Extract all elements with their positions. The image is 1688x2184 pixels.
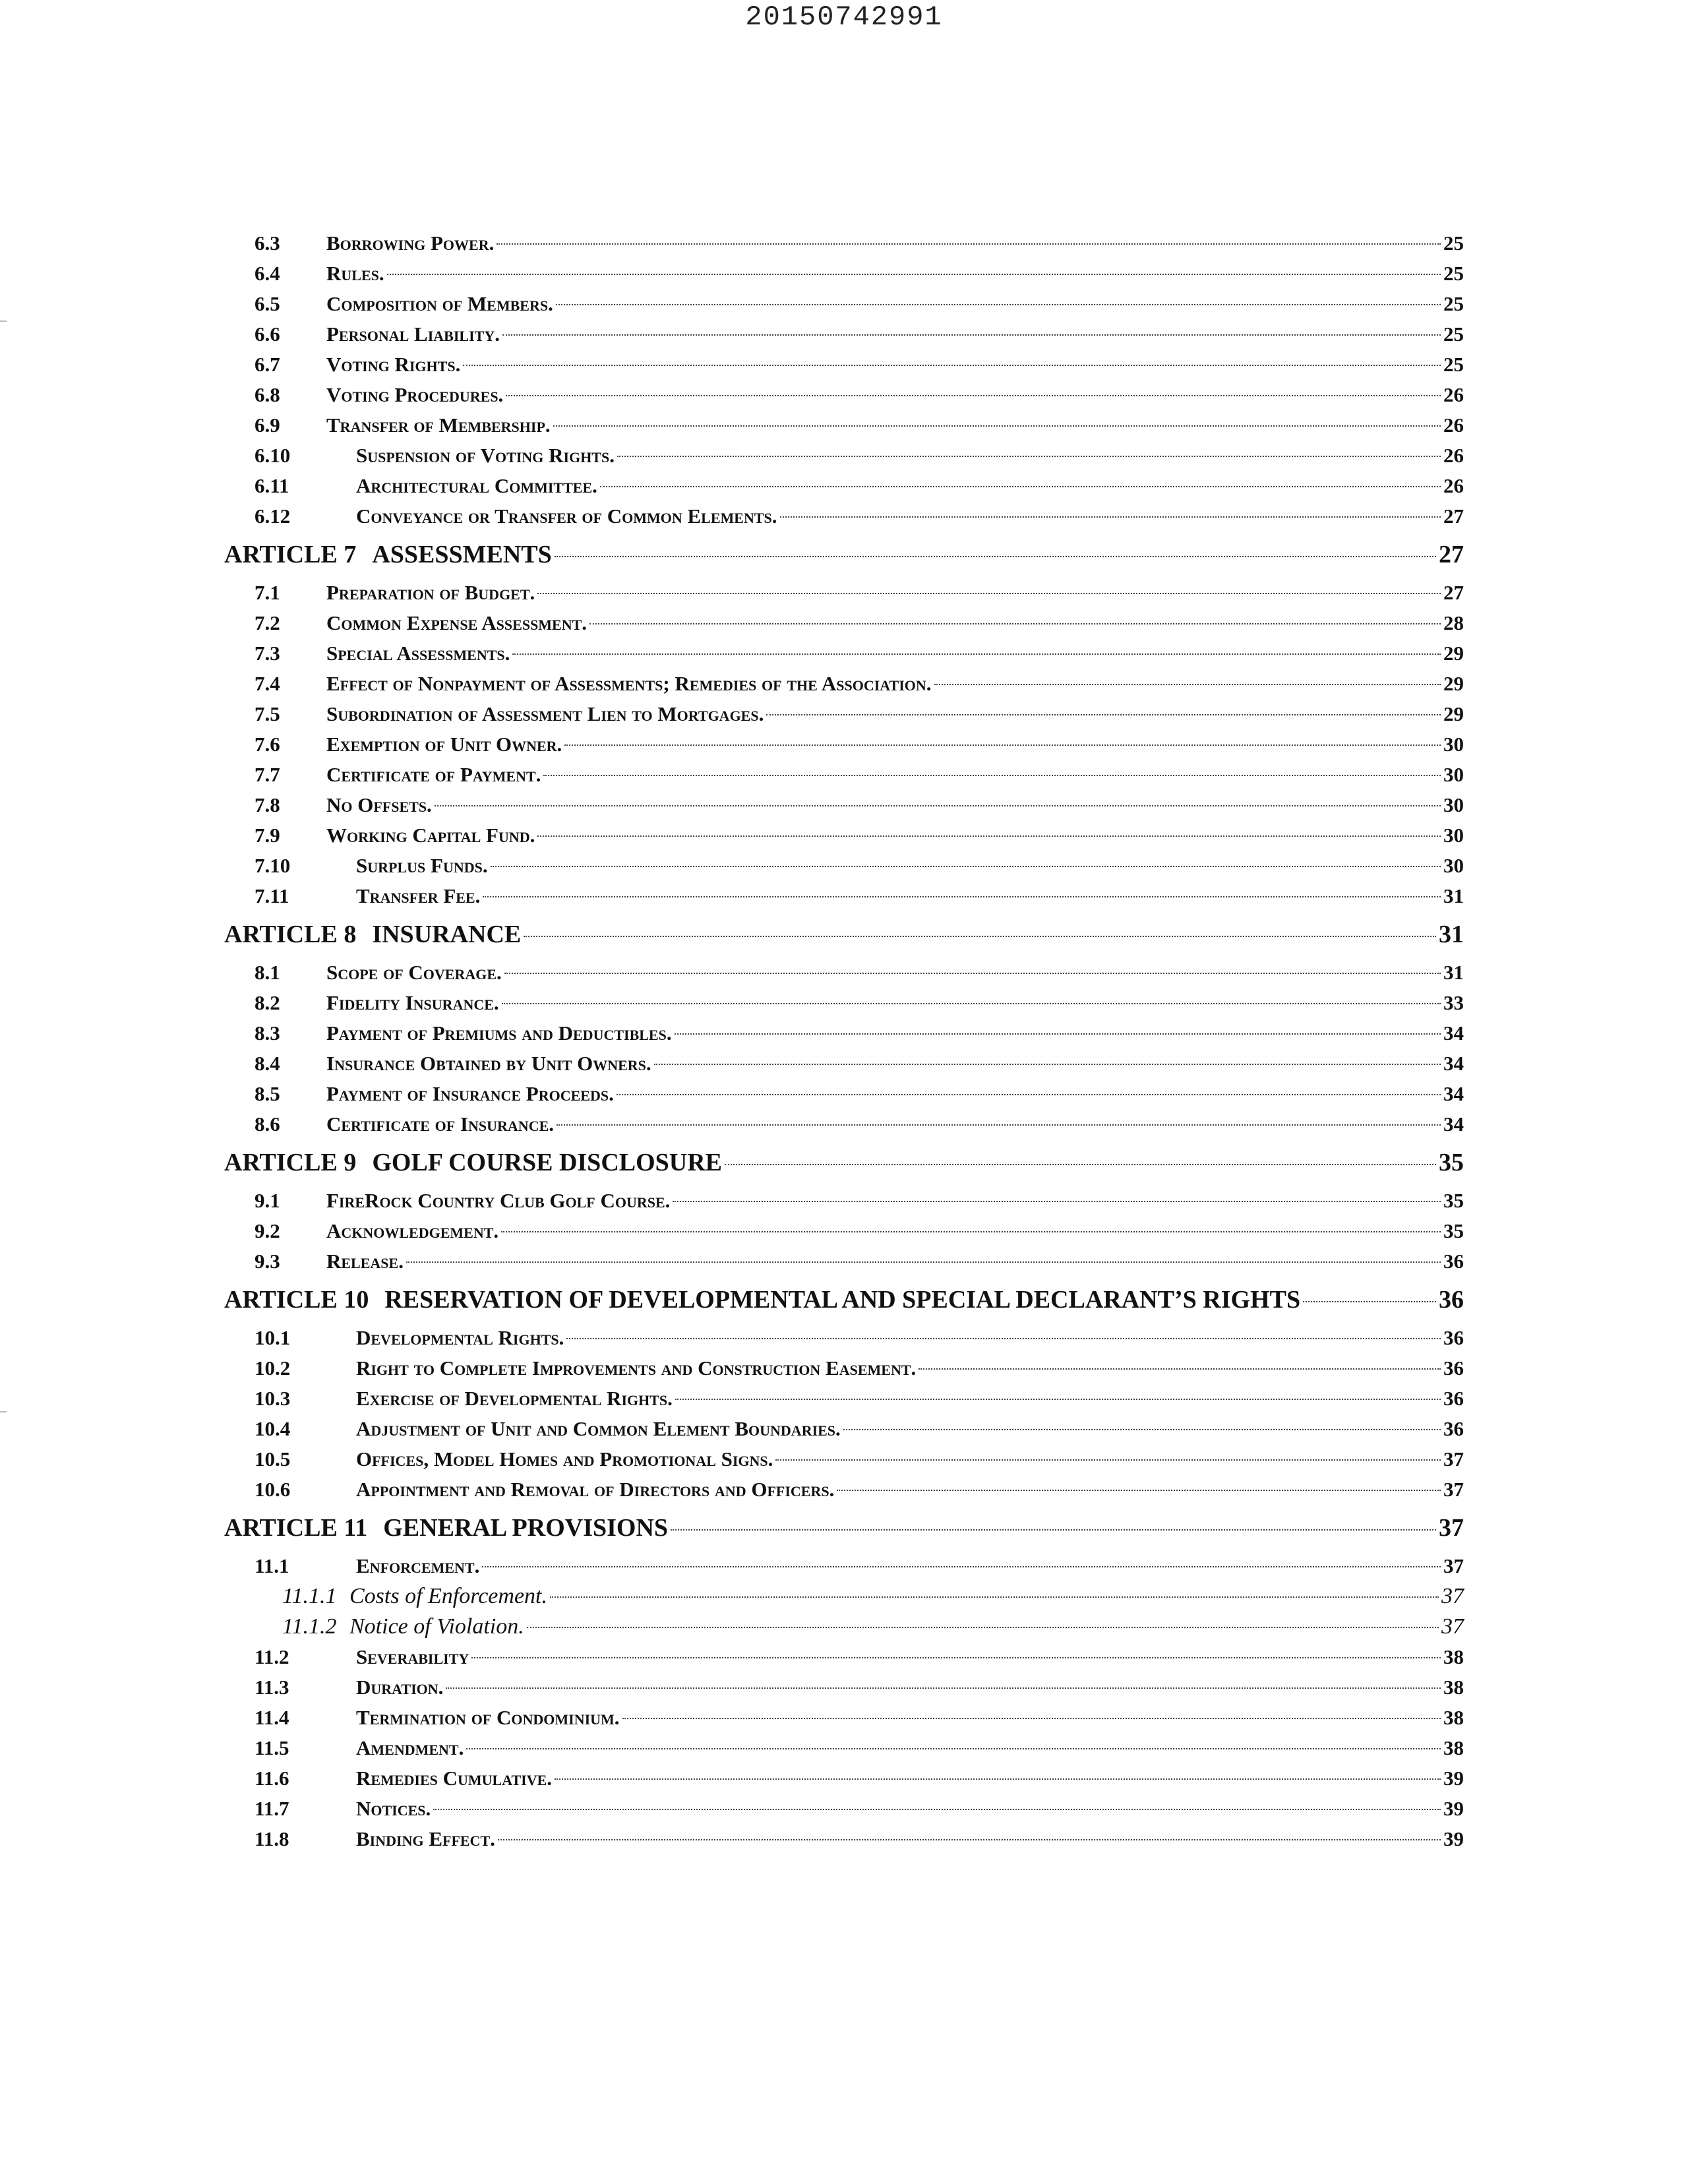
toc-section — [224, 1733, 1464, 1763]
toc-page-number: 38 — [1443, 1645, 1464, 1668]
toc-section — [224, 820, 1464, 851]
toc-title: Notices. — [356, 1797, 431, 1820]
toc-leader-dots — [524, 936, 1436, 937]
toc-page-number: 38 — [1443, 1706, 1464, 1729]
toc-leader-dots — [919, 1368, 1441, 1370]
toc-number: 6.9 — [255, 413, 280, 437]
toc-title: GENERAL PROVISIONS — [383, 1514, 669, 1542]
toc-leader-dots — [498, 1839, 1441, 1840]
toc-page-number: 30 — [1443, 854, 1464, 877]
toc-title: Surplus Funds. — [356, 854, 488, 877]
toc-leader-dots — [617, 1094, 1441, 1095]
toc-leader-dots — [555, 1778, 1441, 1780]
toc-number: 11.1.1 — [282, 1584, 337, 1608]
toc-title: GOLF COURSE DISCLOSURE — [372, 1149, 723, 1176]
toc-section — [224, 228, 1464, 258]
toc-number: 10.6 — [255, 1478, 291, 1501]
toc-page-number: 37 — [1441, 1584, 1464, 1608]
toc-page-number: 30 — [1443, 793, 1464, 816]
toc-page-number: 37 — [1441, 1614, 1464, 1639]
toc-section — [224, 608, 1464, 638]
toc-section — [224, 957, 1464, 988]
toc-number: 7.6 — [255, 733, 280, 756]
toc-title: Certificate of Insurance. — [326, 1112, 555, 1136]
table-of-contents — [224, 228, 1464, 1854]
toc-section — [224, 988, 1464, 1018]
toc-title: Insurance Obtained by Unit Owners. — [326, 1052, 651, 1075]
toc-title: Exercise of Developmental Rights. — [356, 1387, 673, 1410]
toc-leader-dots — [675, 1033, 1441, 1035]
toc-leader-dots — [675, 1399, 1441, 1400]
toc-leader-dots — [566, 1338, 1441, 1339]
toc-leader-dots — [387, 274, 1441, 275]
toc-leader-dots — [766, 714, 1441, 715]
toc-section — [224, 699, 1464, 729]
toc-page-number: 27 — [1439, 541, 1464, 568]
toc-title: Suspension of Voting Rights. — [356, 444, 615, 467]
toc-leader-dots — [555, 556, 1436, 557]
toc-page-number: 26 — [1443, 383, 1464, 406]
toc-number: 7.8 — [255, 793, 280, 816]
toc-number: ARTICLE 7 — [224, 541, 357, 568]
toc-leader-dots — [673, 1201, 1441, 1202]
toc-number: 11.6 — [255, 1767, 289, 1790]
toc-page-number: 25 — [1443, 292, 1464, 315]
toc-number: 8.2 — [255, 991, 280, 1014]
toc-page-number: 29 — [1443, 642, 1464, 665]
toc-title: Binding Effect. — [356, 1827, 495, 1850]
toc-title: Remedies Cumulative. — [356, 1767, 553, 1790]
toc-title: ASSESSMENTS — [372, 541, 552, 568]
toc-leader-dots — [433, 1809, 1441, 1810]
toc-article-heading — [224, 1139, 1464, 1186]
toc-leader-dots — [537, 593, 1441, 594]
toc-page-number: 26 — [1443, 413, 1464, 437]
toc-title: Voting Rights. — [326, 353, 461, 376]
toc-leader-dots — [557, 1124, 1441, 1126]
toc-page-number: 34 — [1443, 1052, 1464, 1075]
toc-section — [224, 258, 1464, 289]
toc-leader-dots — [406, 1261, 1441, 1263]
toc-section — [224, 1551, 1464, 1581]
toc-page-number: 29 — [1443, 672, 1464, 695]
toc-leader-dots — [654, 1064, 1441, 1065]
toc-leader-dots — [671, 1529, 1436, 1531]
toc-leader-dots — [537, 835, 1441, 837]
toc-leader-dots — [501, 1231, 1441, 1232]
toc-title: Certificate of Payment. — [326, 763, 541, 786]
toc-number: 9.1 — [255, 1189, 280, 1212]
toc-section — [224, 501, 1464, 531]
toc-leader-dots — [600, 486, 1441, 487]
toc-leader-dots — [725, 1164, 1436, 1165]
toc-page-number: 36 — [1443, 1417, 1464, 1440]
toc-title: Severability — [356, 1645, 469, 1668]
toc-leader-dots — [550, 1596, 1439, 1598]
toc-title: Transfer of Membership. — [326, 413, 551, 437]
toc-section — [224, 410, 1464, 440]
toc-page-number: 38 — [1443, 1736, 1464, 1759]
toc-section — [224, 1018, 1464, 1048]
toc-title: Fidelity Insurance. — [326, 991, 499, 1014]
toc-section — [224, 1444, 1464, 1474]
toc-title: Conveyance or Transfer of Common Elements. — [356, 504, 777, 528]
toc-section — [224, 1474, 1464, 1505]
toc-number: 9.2 — [255, 1219, 280, 1242]
toc-number: 11.7 — [255, 1797, 289, 1820]
toc-page-number: 36 — [1443, 1356, 1464, 1380]
toc-page-number: 25 — [1443, 262, 1464, 285]
toc-section — [224, 1642, 1464, 1672]
toc-page-number: 36 — [1439, 1286, 1464, 1314]
toc-page-number: 38 — [1443, 1676, 1464, 1699]
toc-number: 8.1 — [255, 961, 280, 984]
toc-title: Amendment. — [356, 1736, 464, 1759]
toc-leader-dots — [553, 425, 1441, 427]
toc-page-number: 31 — [1443, 961, 1464, 984]
toc-section — [224, 1672, 1464, 1703]
toc-title: Architectural Committee. — [356, 474, 597, 497]
toc-section — [224, 349, 1464, 380]
toc-section — [224, 578, 1464, 608]
toc-page-number: 36 — [1443, 1250, 1464, 1273]
toc-number: 8.5 — [255, 1082, 280, 1105]
toc-section — [224, 760, 1464, 790]
toc-page-number: 27 — [1443, 504, 1464, 528]
scan-margin-mark — [0, 1411, 7, 1412]
toc-section — [224, 1414, 1464, 1444]
toc-title: RESERVATION OF DEVELOPMENTAL AND SPECIAL DECLARANT’S RIGHTS — [384, 1286, 1301, 1314]
toc-page-number: 25 — [1443, 353, 1464, 376]
toc-section — [224, 790, 1464, 820]
toc-title: Developmental Rights. — [356, 1326, 564, 1349]
toc-section — [224, 289, 1464, 319]
toc-section — [224, 851, 1464, 881]
toc-page-number: 30 — [1443, 824, 1464, 847]
toc-article-heading — [224, 1277, 1464, 1323]
toc-number: 10.1 — [255, 1326, 291, 1349]
toc-number: 7.9 — [255, 824, 280, 847]
toc-section — [224, 380, 1464, 410]
toc-page-number: 37 — [1443, 1554, 1464, 1577]
toc-number: 6.5 — [255, 292, 280, 315]
toc-title: Special Assessments. — [326, 642, 510, 665]
toc-number: 9.3 — [255, 1250, 280, 1273]
toc-leader-dots — [497, 243, 1441, 245]
toc-title: Voting Procedures. — [326, 383, 504, 406]
toc-section — [224, 471, 1464, 501]
toc-page-number: 33 — [1443, 991, 1464, 1014]
toc-section — [224, 1048, 1464, 1079]
toc-page-number: 39 — [1443, 1797, 1464, 1820]
toc-number: 7.1 — [255, 581, 280, 604]
toc-leader-dots — [1303, 1301, 1436, 1302]
toc-page-number: 26 — [1443, 444, 1464, 467]
toc-section — [224, 729, 1464, 760]
toc-page-number: 36 — [1443, 1387, 1464, 1410]
toc-number: 7.10 — [255, 854, 291, 877]
toc-leader-dots — [471, 1657, 1441, 1658]
toc-section — [224, 638, 1464, 669]
toc-title: INSURANCE — [372, 921, 522, 948]
toc-section — [224, 1186, 1464, 1216]
toc-section — [224, 1824, 1464, 1854]
toc-page-number: 37 — [1443, 1447, 1464, 1471]
toc-section — [224, 1703, 1464, 1733]
toc-number: ARTICLE 9 — [224, 1149, 357, 1176]
toc-number: 11.3 — [255, 1676, 289, 1699]
toc-leader-dots — [527, 1627, 1439, 1628]
toc-number: 7.5 — [255, 702, 280, 725]
toc-leader-dots — [589, 623, 1441, 624]
toc-title: Acknowledgement. — [326, 1219, 499, 1242]
toc-leader-dots — [780, 516, 1441, 518]
toc-page-number: 28 — [1443, 611, 1464, 634]
toc-title: Costs of Enforcement. — [349, 1584, 547, 1608]
toc-number: 11.5 — [255, 1736, 289, 1759]
toc-title: No Offsets. — [326, 793, 432, 816]
toc-article-heading — [224, 1505, 1464, 1551]
toc-number: 6.8 — [255, 383, 280, 406]
toc-page-number: 27 — [1443, 581, 1464, 604]
toc-leader-dots — [435, 805, 1441, 806]
toc-number: 7.7 — [255, 763, 280, 786]
toc-number: 11.1.2 — [282, 1614, 337, 1639]
toc-number: 6.4 — [255, 262, 280, 285]
toc-page-number: 25 — [1443, 231, 1464, 255]
toc-page-number: 30 — [1443, 733, 1464, 756]
toc-leader-dots — [934, 684, 1441, 685]
toc-leader-dots — [843, 1429, 1441, 1430]
toc-leader-dots — [506, 395, 1441, 396]
toc-number: 8.6 — [255, 1112, 280, 1136]
toc-leader-dots — [491, 866, 1441, 867]
toc-title: Appointment and Removal of Directors and Officers. — [356, 1478, 835, 1501]
toc-page-number: 26 — [1443, 474, 1464, 497]
toc-section — [224, 1383, 1464, 1414]
toc-page-number: 39 — [1443, 1767, 1464, 1790]
toc-title: Working Capital Fund. — [326, 824, 535, 847]
toc-section — [224, 1246, 1464, 1277]
toc-page-number: 30 — [1443, 763, 1464, 786]
toc-section — [224, 1109, 1464, 1139]
toc-number: 7.11 — [255, 884, 289, 907]
toc-page-number: 34 — [1443, 1021, 1464, 1045]
toc-number: 6.3 — [255, 231, 280, 255]
toc-leader-dots — [482, 1566, 1441, 1567]
toc-number: ARTICLE 8 — [224, 921, 357, 948]
toc-number: 8.4 — [255, 1052, 280, 1075]
toc-number: 11.2 — [255, 1645, 289, 1668]
toc-title: FireRock Country Club Golf Course. — [326, 1189, 671, 1212]
toc-number: 10.4 — [255, 1417, 291, 1440]
document-number: 20150742991 — [745, 1, 943, 33]
toc-section — [224, 319, 1464, 349]
toc-page-number: 35 — [1443, 1219, 1464, 1242]
toc-page-number: 35 — [1443, 1189, 1464, 1212]
toc-page-number: 31 — [1443, 884, 1464, 907]
toc-title: Composition of Members. — [326, 292, 553, 315]
toc-leader-dots — [564, 744, 1441, 746]
toc-section — [224, 1323, 1464, 1353]
toc-number: 10.5 — [255, 1447, 291, 1471]
toc-leader-dots — [446, 1687, 1441, 1689]
toc-number: 6.10 — [255, 444, 291, 467]
toc-title: Transfer Fee. — [356, 884, 481, 907]
toc-leader-dots — [512, 653, 1441, 655]
toc-title: Exemption of Unit Owner. — [326, 733, 562, 756]
toc-title: Subordination of Assessment Lien to Mortgages. — [326, 702, 764, 725]
toc-number: 7.2 — [255, 611, 280, 634]
toc-title: Notice of Violation. — [349, 1614, 524, 1639]
toc-number: 6.11 — [255, 474, 289, 497]
toc-page-number: 34 — [1443, 1112, 1464, 1136]
toc-title: Right to Complete Improvements and Construction Easement. — [356, 1356, 917, 1380]
toc-leader-dots — [502, 1003, 1441, 1004]
toc-subsection — [224, 1581, 1464, 1612]
toc-page-number: 29 — [1443, 702, 1464, 725]
toc-page-number: 37 — [1443, 1478, 1464, 1501]
toc-leader-dots — [502, 334, 1441, 336]
toc-subsection — [224, 1612, 1464, 1642]
toc-section — [224, 440, 1464, 471]
toc-page-number: 25 — [1443, 322, 1464, 346]
toc-title: Adjustment of Unit and Common Element Boundaries. — [356, 1417, 841, 1440]
toc-number: ARTICLE 10 — [224, 1286, 369, 1314]
toc-section — [224, 881, 1464, 911]
toc-article-heading — [224, 911, 1464, 957]
toc-leader-dots — [543, 775, 1441, 776]
toc-title: Offices, Model Homes and Promotional Signs. — [356, 1447, 773, 1471]
toc-title: Borrowing Power. — [326, 231, 495, 255]
toc-number: 8.3 — [255, 1021, 280, 1045]
toc-number: 6.6 — [255, 322, 280, 346]
toc-number: 7.3 — [255, 642, 280, 665]
toc-page-number: 31 — [1439, 921, 1464, 948]
toc-article-heading — [224, 531, 1464, 578]
toc-number: 7.4 — [255, 672, 280, 695]
toc-leader-dots — [463, 365, 1441, 366]
toc-title: Payment of Premiums and Deductibles. — [326, 1021, 672, 1045]
toc-title: Duration. — [356, 1676, 444, 1699]
toc-number: 11.4 — [255, 1706, 289, 1729]
toc-title: Scope of Coverage. — [326, 961, 502, 984]
toc-section — [224, 1794, 1464, 1824]
toc-page-number: 37 — [1439, 1514, 1464, 1542]
toc-leader-dots — [622, 1718, 1441, 1719]
toc-title: Release. — [326, 1250, 404, 1273]
toc-page-number: 36 — [1443, 1326, 1464, 1349]
toc-title: Enforcement. — [356, 1554, 480, 1577]
toc-section — [224, 669, 1464, 699]
toc-title: Rules. — [326, 262, 384, 285]
toc-leader-dots — [483, 896, 1441, 897]
scan-margin-mark — [0, 320, 7, 322]
toc-title: Termination of Condominium. — [356, 1706, 620, 1729]
toc-page-number: 35 — [1439, 1149, 1464, 1176]
toc-title: Payment of Insurance Proceeds. — [326, 1082, 614, 1105]
toc-leader-dots — [775, 1459, 1441, 1461]
toc-section — [224, 1079, 1464, 1109]
toc-section — [224, 1216, 1464, 1246]
toc-leader-dots — [617, 456, 1441, 457]
toc-number: 11.8 — [255, 1827, 289, 1850]
toc-page-number: 39 — [1443, 1827, 1464, 1850]
toc-number: 6.7 — [255, 353, 280, 376]
toc-leader-dots — [837, 1490, 1441, 1491]
toc-title: Effect of Nonpayment of Assessments; Remedies of the Association. — [326, 672, 932, 695]
toc-number: 11.1 — [255, 1554, 289, 1577]
toc-title: Preparation of Budget. — [326, 581, 535, 604]
toc-number: 6.12 — [255, 504, 291, 528]
toc-section — [224, 1353, 1464, 1383]
toc-leader-dots — [556, 304, 1441, 305]
toc-number: 10.2 — [255, 1356, 291, 1380]
toc-leader-dots — [466, 1748, 1441, 1749]
toc-page-number: 34 — [1443, 1082, 1464, 1105]
toc-title: Personal Liability. — [326, 322, 500, 346]
toc-section — [224, 1763, 1464, 1794]
toc-number: ARTICLE 11 — [224, 1514, 368, 1542]
toc-title: Common Expense Assessment. — [326, 611, 588, 634]
toc-leader-dots — [504, 973, 1441, 974]
toc-number: 10.3 — [255, 1387, 291, 1410]
